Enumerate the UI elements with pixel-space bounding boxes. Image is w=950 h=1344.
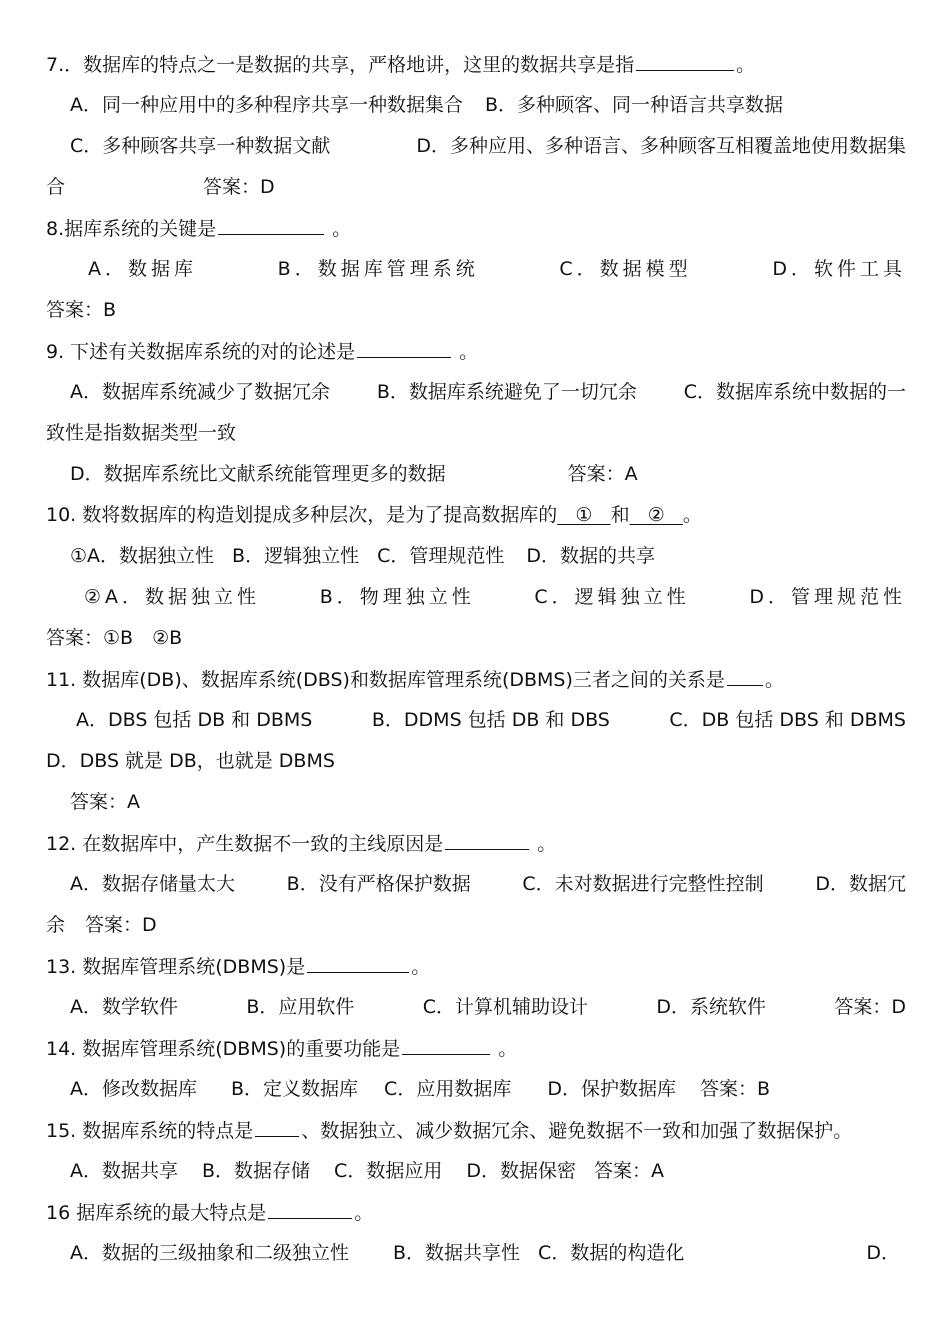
- question-9-options-abc: A．数据库系统减少了数据冗余 B．数据库系统避免了一切冗余 C．数据库系统中数据的一: [70, 381, 906, 403]
- question-7-answer-line: 合 答案：D: [46, 176, 275, 198]
- question-11-option-d: D．DBS 就是 DB，也就是 DBMS: [46, 750, 335, 772]
- question-8-options: A．数据库 B．数据库管理系统 C．数据模型 D．软件工具: [88, 258, 906, 280]
- question-15-stem: 15. 数据库系统的特点是 、数据独立、减少数据冗余、避免数据不一致和加强了数据保护。: [46, 1120, 853, 1142]
- question-10-options-1: ①A．数据独立性 B．逻辑独立性 C．管理规范性 D．数据的共享: [70, 545, 655, 567]
- question-12-options: A．数据存储量太大 B．没有严格保护数据 C．未对数据进行完整性控制 D．数据冗: [70, 873, 906, 895]
- answer-blank: [727, 667, 763, 686]
- question-16-stem: 16 据库系统的最大特点是 。: [46, 1202, 374, 1224]
- question-15-answer: 答案：A: [593, 1160, 664, 1182]
- question-12-answer: 答案：D: [85, 914, 157, 936]
- question-10-stem: 10. 数将数据库的构造划提成多种层次，是为了提高数据库的 ① 和 ② 。: [46, 504, 702, 526]
- answer-blank: [255, 1118, 299, 1137]
- question-11-answer: 答案：A: [70, 791, 140, 813]
- blank-1: ①: [575, 504, 593, 526]
- question-11-stem: 11. 数据库(DB)、数据库系统(DBS)和数据库管理系统(DBMS)三者之间的关系是 。: [46, 669, 784, 691]
- question-16-options: A．数据的三级抽象和二级独立性 B．数据共享性 C．数据的构造化 D．: [70, 1242, 900, 1264]
- answer-blank: [218, 216, 324, 235]
- blank-2: ②: [647, 504, 665, 526]
- answer-blank: [357, 339, 451, 358]
- question-10-options-2: ②A．数据独立性 B．物理独立性 C．逻辑独立性 D．管理规范性: [84, 586, 906, 608]
- question-7-options-ab: A．同一种应用中的多种程序共享一种数据集合 B．多种顾客、同一种语言共享数据: [70, 94, 784, 116]
- question-12-answer-line: 余 答案：D: [46, 914, 157, 936]
- answer-blank: [445, 831, 529, 850]
- question-13-options: A．数学软件 B．应用软件 C．计算机辅助设计 D．系统软件 答案：D: [70, 996, 906, 1018]
- question-15-options: A．数据共享 B．数据存储 C．数据应用 D．数据保密 答案：A: [70, 1160, 664, 1182]
- question-12-stem: 12. 在数据库中，产生数据不一致的主线原因是 。: [46, 833, 557, 855]
- question-7-answer: 答案：D: [203, 176, 275, 198]
- answer-blank: [402, 1036, 490, 1055]
- question-9-option-d: D．数据库系统比文献系统能管理更多的数据 答案：A: [70, 463, 638, 485]
- question-7-stem: 7.．数据库的特点之一是数据的共享，严格地讲，这里的数据共享是指 。: [46, 54, 756, 76]
- answer-blank: [307, 954, 409, 973]
- question-9-stem: 9. 下述有关数据库系统的对的论述是 。: [46, 341, 479, 363]
- question-9-option-c-cont: 致性是指数据类型一致: [46, 422, 237, 444]
- question-14-answer: 答案：B: [699, 1078, 771, 1100]
- answer-blank: [636, 52, 734, 71]
- question-14-stem: 14. 数据库管理系统(DBMS)的重要功能是 。: [46, 1038, 518, 1060]
- question-13-answer: 答案：D: [834, 996, 906, 1018]
- question-7-options-cd: C．多种顾客共享一种数据文献 D．多种应用、多种语言、多种顾客互相覆盖地使用数据集: [70, 135, 906, 157]
- question-8-stem: 8.据库系统的关键是 。: [46, 218, 352, 240]
- question-8-answer: 答案：B: [46, 299, 117, 321]
- answer-blank: [268, 1200, 352, 1219]
- question-13-stem: 13. 数据库管理系统(DBMS)是 。: [46, 956, 431, 978]
- question-11-options-abc: A．DBS 包括 DB 和 DBMS B．DDMS 包括 DB 和 DBS C．DB 包括 DBS 和 DBMS: [76, 709, 906, 731]
- question-9-answer: 答案：A: [567, 463, 638, 485]
- question-14-options: A．修改数据库 B．定义数据库 C．应用数据库 D．保护数据库 答案：B: [70, 1078, 771, 1100]
- question-10-answer: 答案：①B ②B: [46, 627, 183, 649]
